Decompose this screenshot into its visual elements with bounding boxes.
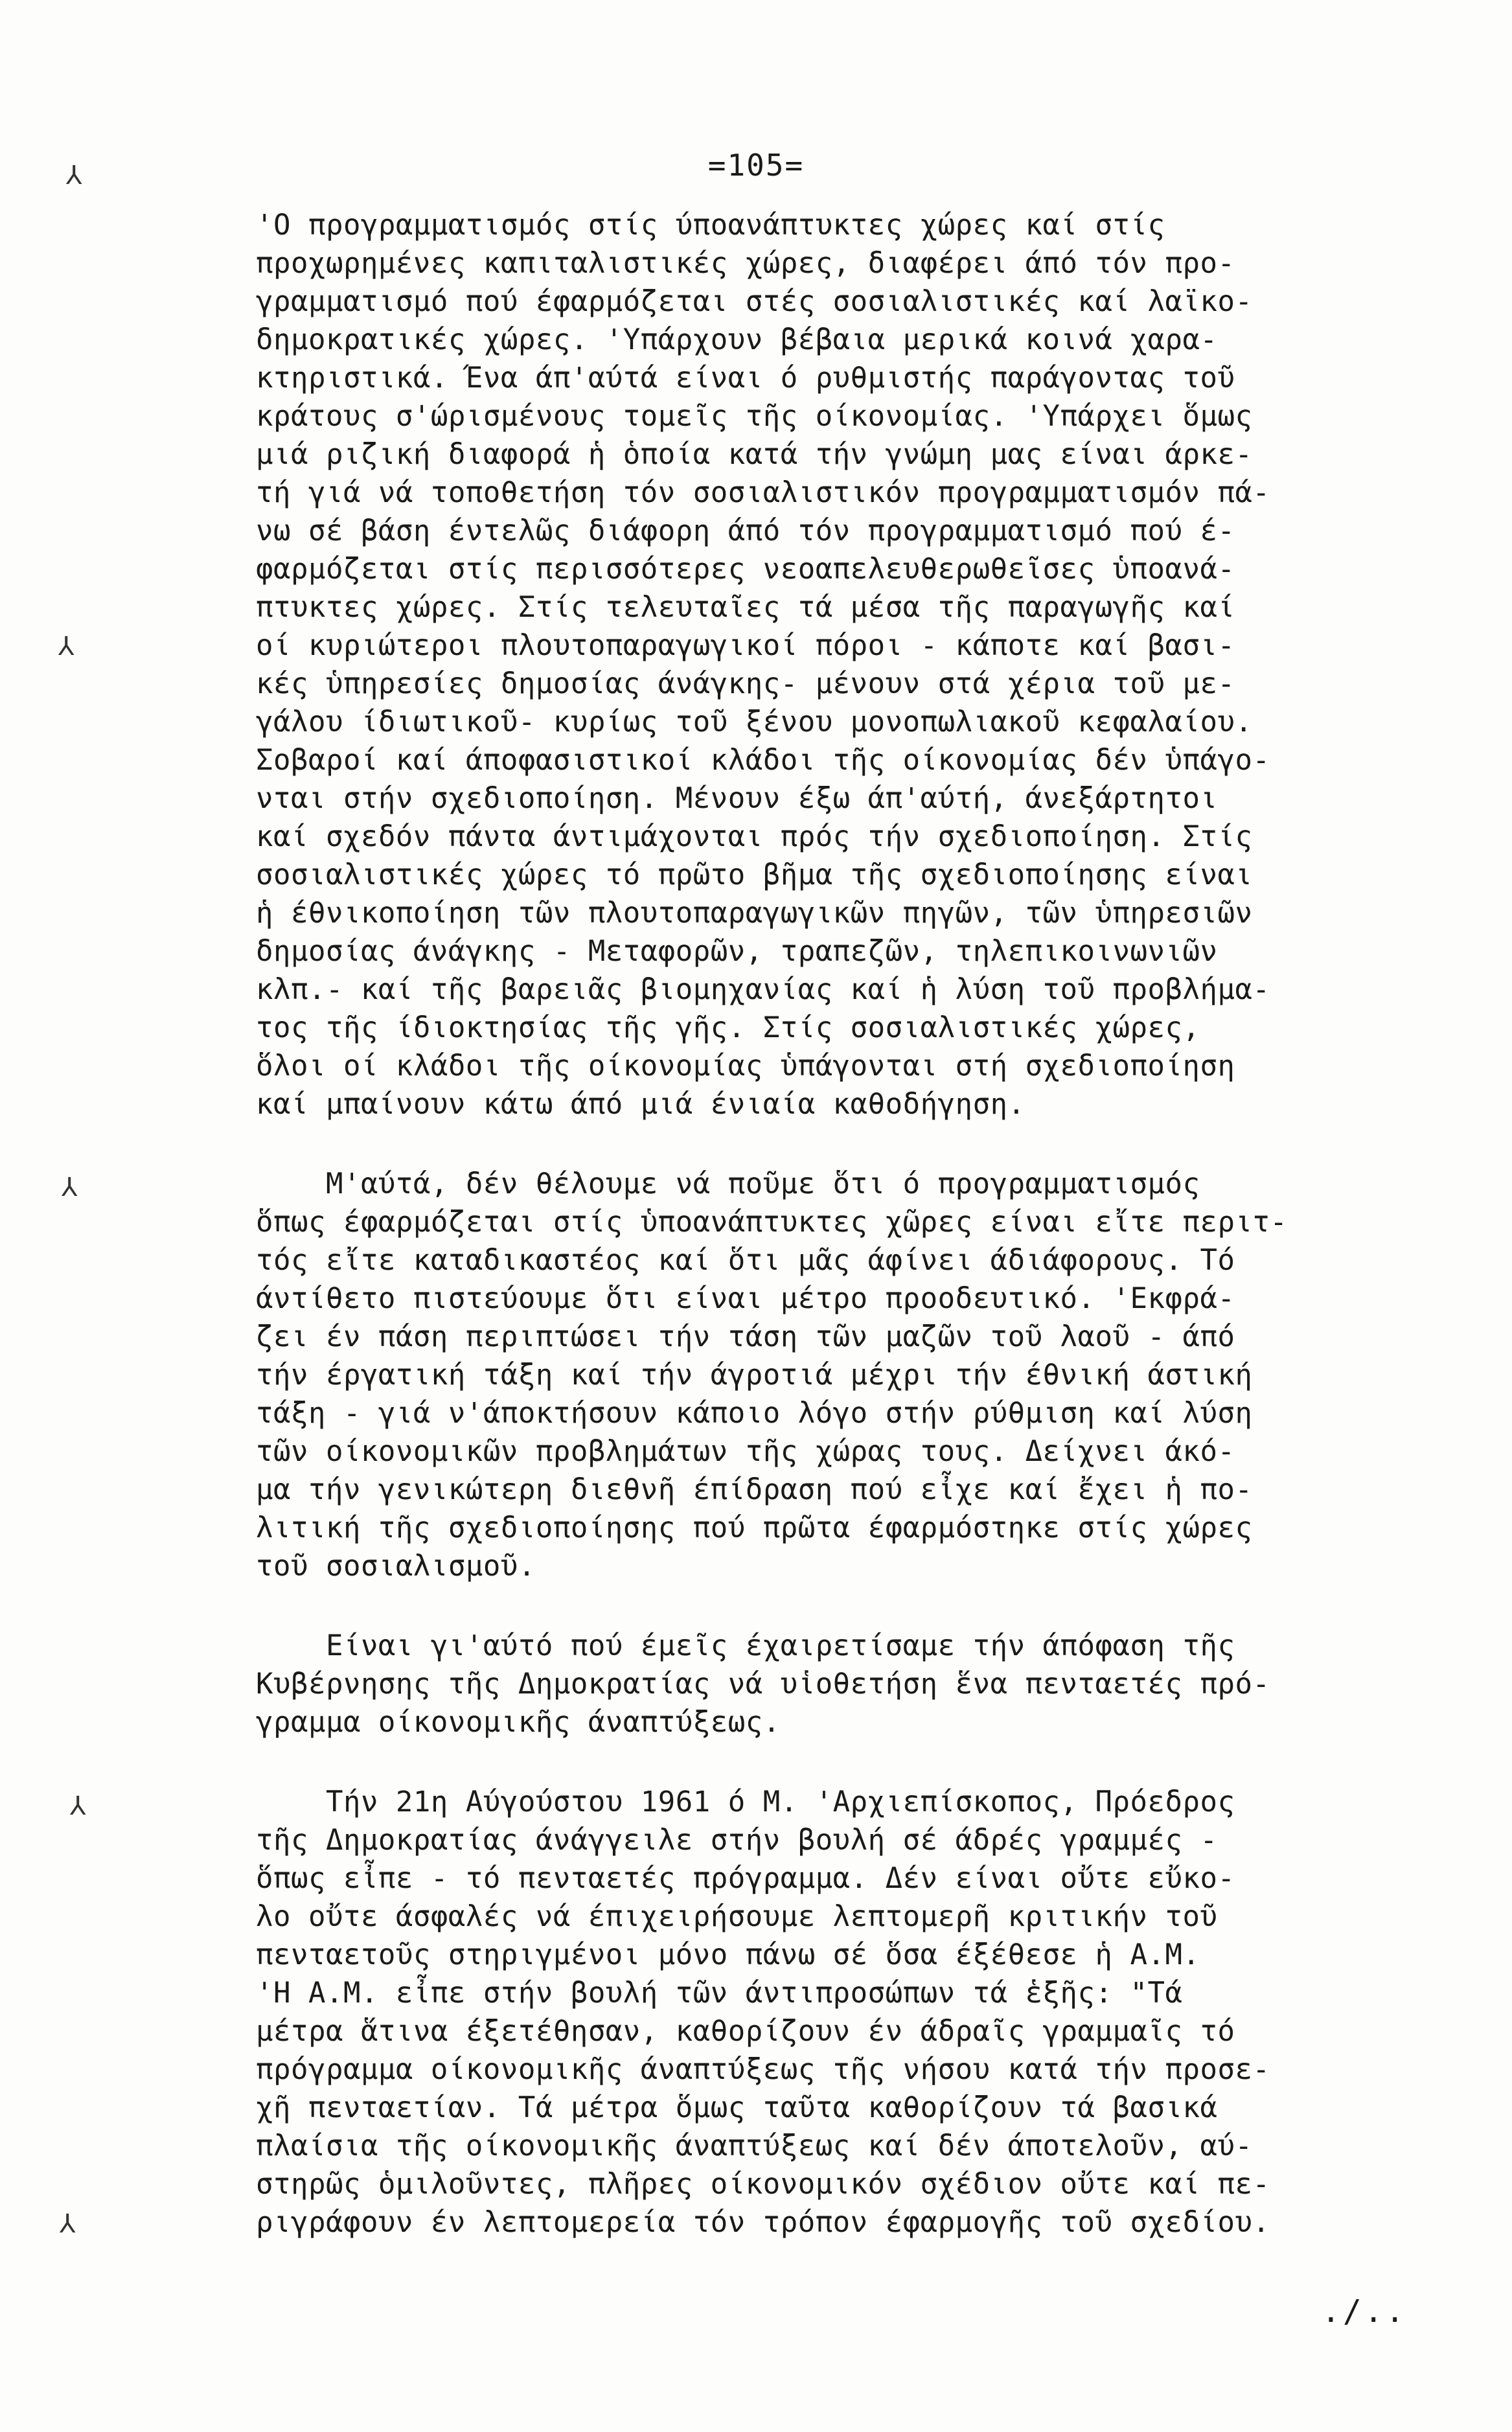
paragraph <box>256 1165 1461 1585</box>
text-line: μα τήν γενικώτερη διεθνῆ έπίδραση πού εἶχε καί ἔχει ἡ πο- <box>256 1473 1253 1506</box>
text-line: νται στήν σχεδιοποίηση. Μένουν έξω άπ'αύτή, άνεξάρτητοι <box>256 782 1218 815</box>
text-line: τοῦ σοσιαλισμοῦ. <box>256 1550 536 1583</box>
text-line: γάλου ίδιωτικοῦ- κυρίως τοῦ ξένου μονοπωλιακοῦ κεφαλαίου. <box>256 706 1253 739</box>
text-line: λιτική τῆς σχεδιοποίησης πού πρῶτα έφαρμόστηκε στίς χώρες <box>256 1511 1253 1544</box>
text-line: ὅπως εἶπε - τό πενταετές πρόγραμμα. Δέν είναι οὔτε εὔκο- <box>256 1862 1235 1895</box>
body-text <box>256 206 1461 2242</box>
text-line: λο οὔτε άσφαλές νά έπιχειρήσουμε λεπτομερῆ κριτικήν τοῦ <box>256 1900 1218 1933</box>
text-line: καί σχεδόν πάντα άντιμάχονται πρός τήν σχεδιοποίηση. Στίς <box>256 820 1253 853</box>
text-line: οί κυριώτεροι πλουτοπαραγωγικοί πόροι - κάποτε καί βασι- <box>256 629 1235 662</box>
text-line: πρόγραμμα οίκονομικῆς άναπτύξεως τῆς νήσου κατά τήν προσε- <box>256 2053 1270 2086</box>
text-line: Μ'αύτά, δέν θέλουμε νά ποῦμε ὅτι ό προγραμματισμός <box>256 1167 1200 1200</box>
text-line: Σοβαροί καί άποφασιστικοί κλάδοι τῆς οίκονομίας δέν ὑπάγο- <box>256 744 1270 777</box>
margin-mark: ⅄ <box>66 161 82 190</box>
margin-mark: ⅄ <box>60 2209 76 2239</box>
paragraph <box>256 1627 1461 1741</box>
text-line: κράτους σ'ώρισμένους τομεῖς τῆς οίκονομίας. 'Υπάρχει ὅμως <box>256 400 1253 433</box>
text-line: τος τῆς ίδιοκτησίας τῆς γῆς. Στίς σοσιαλιστικές χώρες, <box>256 1011 1200 1044</box>
text-line: ἡ έθνικοποίηση τῶν πλουτοπαραγωγικῶν πηγῶν, τῶν ὑπηρεσιῶν <box>256 897 1253 930</box>
text-line: Κυβέρνησης τῆς Δημοκρατίας νά υἱοθετήση ἕνα πενταετές πρό- <box>256 1668 1270 1701</box>
text-line: προχωρημένες καπιταλιστικές χώρες, διαφέρει άπό τόν προ- <box>256 247 1235 280</box>
text-line: δημοκρατικές χώρες. 'Υπάρχουν βέβαια μερικά κοινά χαρα- <box>256 323 1218 356</box>
text-line: ὅπως έφαρμόζεται στίς ὑποανάπτυκτες χῶρες είναι εἴτε περιτ- <box>256 1206 1288 1239</box>
text-line: κτηριστικά. Ένα άπ'αύτά είναι ό ρυθμιστής παράγοντας τοῦ <box>256 361 1235 395</box>
text-line: χῆ πενταετίαν. Τά μέτρα ὅμως ταῦτα καθορίζουν τά βασικά <box>256 2091 1218 2124</box>
text-line: Τήν 21η Αύγούστου 1961 ό Μ. 'Αρχιεπίσκοπος, Πρόεδρος <box>256 1785 1235 1818</box>
text-line: γραμματισμό πού έφαρμόζεται στές σοσιαλιστικές καί λαϊκο- <box>256 285 1253 318</box>
paragraph <box>256 206 1461 1123</box>
text-line: δημοσίας άνάγκης - Μεταφορῶν, τραπεζῶν, τηλεπικοινωνιῶν <box>256 935 1218 968</box>
text-line: τήν έργατική τάξη καί τήν άγροτιά μέχρι τήν έθνική άστική <box>256 1359 1253 1392</box>
text-line: κλπ.- καί τῆς βαρειᾶς βιομηχανίας καί ἡ λύση τοῦ προβλήμα- <box>256 973 1270 1006</box>
text-line: πενταετοῦς στηριγμένοι μόνο πάνω σέ ὅσα έξέθεσε ἡ Α.Μ. <box>256 1938 1200 1971</box>
text-line: γραμμα οίκονομικῆς άναπτύξεως. <box>256 1706 781 1739</box>
text-line: ὅλοι οί κλάδοι τῆς οίκονομίας ὑπάγονται στή σχεδιοποίηση <box>256 1050 1235 1083</box>
text-line: πλαίσια τῆς οίκονομικῆς άναπτύξεως καί δέν άποτελοῦν, αύ- <box>256 2129 1253 2162</box>
text-line: τῶν οίκονομικῶν προβλημάτων τῆς χώρας τους. Δείχνει άκό- <box>256 1435 1235 1468</box>
continuation-mark: ./.. <box>1322 2293 1407 2330</box>
text-line: καί μπαίνουν κάτω άπό μιά ένιαία καθοδήγηση. <box>256 1088 1025 1121</box>
paragraph <box>256 1783 1461 2242</box>
text-line: ριγράφουν έν λεπτομερεία τόν τρόπον έφαρμογῆς τοῦ σχεδίου. <box>256 2206 1270 2239</box>
text-line: φαρμόζεται στίς περισσότερες νεοαπελευθερωθεῖσες ὑποανά- <box>256 553 1235 586</box>
text-line: σοσιαλιστικές χώρες τό πρῶτο βῆμα τῆς σχεδιοποίησης είναι <box>256 858 1253 891</box>
text-line: Είναι γι'αύτό πού έμεῖς έχαιρετίσαμε τήν άπόφαση τῆς <box>256 1629 1235 1662</box>
text-line: τάξη - γιά ν'άποκτήσουν κάποιο λόγο στήν ρύθμιση καί λύση <box>256 1397 1253 1430</box>
text-line: μέτρα ἅτινα έξετέθησαν, καθορίζουν έν άδραῖς γραμμαῖς τό <box>256 2015 1235 2048</box>
text-line: στηρῶς ὁμιλοῦντες, πλῆρες οίκονομικόν σχέδιον οὔτε καί πε- <box>256 2168 1270 2201</box>
margin-mark: ⅄ <box>70 1791 86 1821</box>
margin-mark: ⅄ <box>58 632 74 661</box>
text-line: μιά ριζική διαφορά ἡ ὁποία κατά τήν γνώμη μας είναι άρκε- <box>256 438 1253 471</box>
text-line: πτυκτες χώρες. Στίς τελευταῖες τά μέσα τῆς παραγωγῆς καί <box>256 591 1235 624</box>
text-line: 'Ο προγραμματισμός στίς ύποανάπτυκτες χώρες καί στίς <box>256 209 1165 242</box>
text-line: τή γιά νά τοποθετήση τόν σοσιαλιστικόν προγραμματισμόν πά- <box>256 476 1270 509</box>
text-line: ζει έν πάση περιπτώσει τήν τάση τῶν μαζῶν τοῦ λαοῦ - άπό <box>256 1320 1235 1353</box>
text-line: άντίθετο πιστεύουμε ὅτι είναι μέτρο προοδευτικό. 'Εκφρά- <box>256 1282 1235 1315</box>
page-number: =105= <box>707 148 805 183</box>
text-line: 'Η Α.Μ. εἶπε στήν βουλή τῶν άντιπροσώπων τά ἑξῆς: "Τά <box>256 1977 1183 2010</box>
text-line: τός εἴτε καταδικαστέος καί ὅτι μᾶς άφίνει άδιάφορους. Τό <box>256 1244 1235 1277</box>
margin-mark: ⅄ <box>62 1173 78 1202</box>
text-line: κές ὑπηρεσίες δημοσίας άνάγκης- μένουν στά χέρια τοῦ με- <box>256 667 1235 700</box>
text-line: τῆς Δημοκρατίας άνάγγειλε στήν βουλή σέ άδρές γραμμές - <box>256 1824 1218 1857</box>
text-line: νω σέ βάση έντελῶς διάφορη άπό τόν προγραμματισμό πού έ- <box>256 514 1235 547</box>
